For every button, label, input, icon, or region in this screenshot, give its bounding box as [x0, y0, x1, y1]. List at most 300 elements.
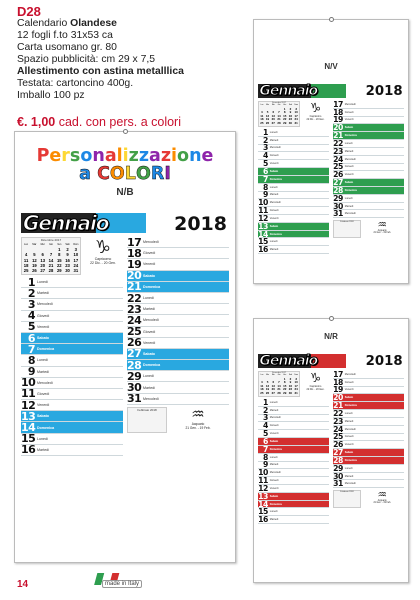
- weekday-name: Martedì: [269, 408, 279, 412]
- weekday-name: Domenica: [269, 502, 282, 506]
- weekday-name: Mercoledì: [344, 212, 356, 216]
- mini-day: 10: [73, 252, 79, 258]
- mini-calendar-grid: [22, 242, 80, 273]
- mini-day: 29: [283, 391, 287, 396]
- weekday-name: Martedì: [37, 369, 50, 374]
- day-number: 14: [258, 499, 268, 509]
- weekday-name: Mercoledì: [344, 372, 356, 376]
- day-row: [258, 446, 329, 454]
- weekday-name: Mercoledì: [143, 318, 159, 323]
- mini-day: 24: [73, 262, 79, 268]
- day-number: 18: [333, 107, 343, 117]
- mini-day: 29: [56, 268, 62, 274]
- mini-day: 13: [40, 257, 46, 263]
- weekday-name: Mercoledì: [269, 201, 281, 205]
- day-number: 3: [262, 143, 268, 153]
- weekday-name: Venerdì: [37, 403, 50, 408]
- day-number: 20: [333, 393, 343, 403]
- day-row: [333, 449, 404, 457]
- mini-day: 22: [56, 262, 62, 268]
- mini-day: 23: [65, 262, 70, 268]
- day-number: 5: [27, 320, 35, 334]
- days-column-2: [127, 237, 229, 405]
- weekday-name: Lunedì: [269, 130, 278, 134]
- day-row: [127, 360, 229, 371]
- title-letter: i: [122, 146, 129, 166]
- zodiac-box-2: [169, 407, 227, 430]
- day-row: [127, 338, 229, 349]
- mini-day: 15: [283, 113, 287, 118]
- day-number: 24: [333, 154, 343, 164]
- mini-head: Mar: [266, 103, 269, 106]
- weekday-name: Venerdì: [269, 216, 279, 220]
- mini-day: 23: [288, 117, 293, 122]
- zodiac-name: Acquario: [191, 422, 205, 426]
- day-row: [258, 415, 329, 423]
- title-letter: O: [109, 164, 125, 184]
- day-row: [258, 477, 329, 485]
- mini-day: 12: [265, 113, 270, 118]
- mini-day: 27: [271, 121, 275, 126]
- weekday-name: Venerdì: [344, 388, 354, 392]
- days-column-2: [333, 371, 404, 488]
- weekday-name: Martedì: [143, 307, 156, 312]
- title-letter: l: [116, 146, 123, 166]
- day-number: 2: [262, 405, 268, 415]
- day-number: 22: [333, 408, 343, 418]
- mini-day: 23: [288, 387, 293, 392]
- variant-label: N/B: [116, 187, 134, 198]
- weekday-name: Venerdì: [344, 173, 354, 177]
- weekday-name: Giovedì: [143, 329, 156, 334]
- mini-head: Mar: [32, 243, 37, 246]
- zodiac-name: Acquario: [377, 230, 387, 233]
- zodiac-box-2: [362, 220, 403, 235]
- mini-day: 30: [288, 391, 293, 396]
- day-number: 18: [333, 377, 343, 387]
- day-row: [258, 246, 329, 254]
- day-number: 5: [262, 429, 268, 439]
- calendar-red: [253, 318, 409, 583]
- mini-day: 21: [277, 117, 281, 122]
- day-row: [258, 152, 329, 160]
- mini-day: 18: [23, 262, 29, 268]
- mini-head: Dom: [73, 243, 79, 246]
- weekday-name: Sabato: [344, 181, 354, 185]
- made-in-italy-badge: made in Italy: [96, 572, 156, 590]
- mini-day: 8: [58, 252, 61, 258]
- day-number: 1: [262, 127, 268, 137]
- weekday-name: Lunedì: [344, 411, 353, 415]
- day-row: [333, 402, 404, 410]
- day-number: 15: [258, 507, 268, 517]
- day-row: [333, 171, 404, 179]
- mini-day: 31: [294, 391, 298, 396]
- mini-head: Mer: [271, 103, 275, 106]
- weekday-name: Domenica: [37, 347, 55, 352]
- mini-day: 22: [283, 117, 287, 122]
- mini-day: 25: [260, 391, 264, 396]
- mini-day: 2: [289, 106, 292, 111]
- weekday-name: Giovedì: [269, 209, 279, 213]
- zodiac-dates: 21 Gen. - 19 Feb.: [185, 426, 211, 430]
- day-number: 27: [127, 347, 142, 361]
- day-number: 16: [258, 245, 268, 255]
- day-number: 19: [333, 115, 343, 125]
- day-number: 4: [262, 151, 268, 161]
- spec-line-1: Calendario Olandese: [17, 18, 117, 29]
- weekday-name: Mercoledì: [344, 482, 356, 486]
- mini-day: 15: [283, 383, 287, 388]
- weekday-name: Martedì: [269, 138, 279, 142]
- mini-day: 7: [278, 110, 280, 115]
- day-number: 24: [333, 424, 343, 434]
- month-name: Gennaio: [259, 82, 318, 99]
- day-row: [258, 407, 329, 415]
- day-row: [333, 140, 404, 148]
- day-number: 28: [333, 185, 343, 195]
- month-name: Gennaio: [23, 211, 109, 235]
- mini-day: 8: [283, 110, 286, 115]
- price: €. 1,00 cad. con pers. a colori: [17, 115, 181, 129]
- weekday-name: Martedì: [344, 474, 354, 478]
- day-number: 25: [333, 162, 343, 172]
- title-letter: a: [149, 146, 161, 166]
- mini-calendar-dicembre: [21, 237, 81, 275]
- day-number: 9: [262, 190, 268, 200]
- days-column-2: [333, 101, 404, 218]
- weekday-name: Sabato: [37, 414, 49, 419]
- mini-day: 31: [73, 268, 79, 274]
- weekday-name: Venerdì: [344, 443, 354, 447]
- mini-day: 26: [265, 391, 270, 396]
- spec-line-4: Spazio pubblicità: cm 29 x 7,5: [17, 54, 156, 65]
- title-letter: z: [128, 146, 139, 166]
- day-row: [127, 259, 229, 270]
- mini-day: 16: [65, 257, 70, 263]
- day-row: [21, 322, 123, 333]
- day-number: 30: [333, 201, 343, 211]
- day-number: 26: [333, 440, 343, 450]
- mini-day: 6: [41, 252, 44, 258]
- day-number: 27: [333, 178, 343, 188]
- weekday-name: Sabato: [344, 126, 354, 130]
- day-row: [127, 371, 229, 382]
- weekday-name: Lunedì: [344, 196, 353, 200]
- month-name: Gennaio: [259, 352, 318, 369]
- day-row: [127, 382, 229, 393]
- day-row: [333, 156, 404, 164]
- mini-day: 21: [277, 387, 281, 392]
- title-letter: C: [97, 164, 110, 184]
- weekday-name: Giovedì: [344, 435, 354, 439]
- weekday-name: Venerdì: [344, 118, 354, 122]
- weekday-name: Domenica: [344, 188, 357, 192]
- day-row: [127, 248, 229, 259]
- day-row: [333, 394, 404, 402]
- day-number: 8: [262, 182, 268, 192]
- day-row: [258, 508, 329, 516]
- weekday-name: Giovedì: [37, 391, 50, 396]
- mini-day: 15: [56, 257, 62, 263]
- spec-line-3: Carta usomano gr. 80: [17, 42, 117, 53]
- hole-icon: [329, 316, 334, 321]
- mini-day: 16: [288, 383, 293, 388]
- spec-line-5: Allestimento con astina metalllica: [17, 66, 184, 77]
- weekday-name: Lunedì: [143, 296, 154, 301]
- day-number: 11: [21, 387, 36, 401]
- month-band: [258, 82, 404, 100]
- weekday-name: Lunedì: [269, 400, 278, 404]
- weekday-name: Martedì: [344, 149, 354, 153]
- day-row: [21, 378, 123, 389]
- mini-head: Mar: [266, 373, 269, 376]
- day-row: [258, 493, 329, 501]
- spec-line-6: Testata: cartoncino 400g.: [17, 78, 134, 89]
- weekday-name: Venerdì: [37, 324, 50, 329]
- day-row: [333, 117, 404, 125]
- weekday-name: Sabato: [37, 336, 49, 341]
- weekday-name: Lunedì: [37, 436, 48, 441]
- day-row: [258, 438, 329, 446]
- weekday-name: Domenica: [143, 363, 161, 368]
- mini-day: 1: [58, 247, 61, 253]
- spec-line-7: Imballo 100 pz: [17, 90, 85, 101]
- mini-day: 25: [260, 121, 264, 126]
- day-row: [258, 516, 329, 524]
- weekday-name: Mercoledì: [143, 240, 159, 245]
- day-number: 21: [333, 131, 343, 141]
- day-row: [333, 210, 404, 218]
- day-number: 20: [127, 269, 142, 283]
- day-number: 10: [21, 376, 36, 390]
- day-number: 29: [127, 369, 142, 383]
- aquarius-icon: ♒: [377, 218, 387, 231]
- weekday-name: Giovedì: [37, 313, 50, 318]
- mini-day: 9: [66, 252, 69, 258]
- weekday-name: Domenica: [143, 284, 161, 289]
- day-row: [21, 389, 123, 400]
- day-number: 7: [262, 444, 268, 454]
- mini-day: 21: [48, 262, 54, 268]
- day-number: 17: [127, 235, 142, 249]
- mini-day: 31: [294, 121, 298, 126]
- mini-day: 13: [271, 383, 275, 388]
- day-number: 6: [27, 331, 35, 345]
- day-number: 7: [27, 342, 35, 356]
- zodiac-name: Capricorno: [309, 114, 322, 118]
- weekday-name: Lunedì: [37, 358, 48, 363]
- mini-day: 30: [288, 121, 293, 126]
- mini-day: 27: [271, 391, 275, 396]
- day-row: [258, 231, 329, 239]
- mini-head: Mer: [40, 243, 45, 246]
- weekday-name: Domenica: [344, 458, 357, 462]
- day-number: 19: [127, 257, 142, 271]
- day-number: 22: [333, 138, 343, 148]
- day-number: 13: [21, 409, 36, 423]
- weekday-name: Venerdì: [269, 432, 279, 436]
- day-row: [258, 168, 329, 176]
- day-row: [333, 195, 404, 203]
- mini-day: 9: [289, 110, 292, 115]
- zodiac-name: Acquario: [377, 500, 387, 503]
- mini-day: 19: [265, 387, 270, 392]
- day-row: [333, 473, 404, 481]
- title-letter: e: [49, 146, 62, 166]
- mini-head: Sab: [288, 373, 292, 376]
- day-row: [333, 465, 404, 473]
- day-row: [21, 333, 123, 344]
- day-row: [333, 426, 404, 434]
- day-number: 29: [333, 463, 343, 473]
- year: 2018: [365, 84, 403, 100]
- day-row: [127, 293, 229, 304]
- weekday-name: Sabato: [143, 273, 155, 278]
- days-column-1: [258, 129, 329, 254]
- day-row: [333, 124, 404, 132]
- mini-calendar-febbraio: [333, 220, 361, 238]
- day-row: [333, 109, 404, 117]
- weekday-name: Mercoledì: [269, 471, 281, 475]
- aquarius-icon: ♒: [377, 488, 387, 501]
- day-number: 23: [333, 416, 343, 426]
- mini-day: 10: [294, 380, 298, 385]
- title-letter: a: [104, 146, 117, 166]
- day-number: 27: [333, 448, 343, 458]
- days-column-1: [258, 399, 329, 524]
- weekday-name: Venerdì: [269, 486, 279, 490]
- day-number: 1: [27, 275, 35, 289]
- days-column-1: [21, 277, 123, 456]
- mini-calendar-title: Dicembre 2017: [271, 371, 287, 374]
- weekday-name: Lunedì: [344, 466, 353, 470]
- mini-calendar-dicembre: [258, 101, 300, 128]
- day-row: [333, 132, 404, 140]
- title-letter: O: [135, 164, 151, 184]
- title-letter: R: [150, 164, 165, 184]
- day-row: [21, 400, 123, 411]
- mini-day: 29: [283, 121, 287, 126]
- day-number: 31: [333, 209, 343, 219]
- weekday-name: Lunedì: [37, 280, 48, 285]
- capricorn-icon: ♑: [309, 100, 322, 116]
- mini-day: 17: [294, 113, 298, 118]
- day-row: [333, 410, 404, 418]
- weekday-name: Giovedì: [269, 479, 279, 483]
- day-number: 7: [262, 174, 268, 184]
- zodiac-name: Capricorno: [309, 384, 322, 388]
- title-letter: z: [138, 146, 150, 166]
- product-code: D28: [17, 4, 41, 19]
- weekday-name: Martedì: [37, 447, 50, 452]
- zodiac-name: Capricorno: [94, 257, 112, 261]
- mini-day: 10: [294, 110, 298, 115]
- day-number: 12: [258, 483, 268, 493]
- weekday-name: Mercoledì: [344, 102, 356, 106]
- mini-head: Ven: [57, 243, 62, 246]
- mini-day: 3: [295, 376, 297, 381]
- capricorn-icon: ♑: [94, 237, 112, 258]
- weekday-name: Venerdì: [143, 262, 156, 267]
- mini-day: 7: [49, 252, 53, 258]
- day-row: [333, 418, 404, 426]
- mini-head: Lun: [260, 103, 264, 106]
- weekday-name: Mercoledì: [269, 146, 281, 150]
- title-letter: o: [177, 146, 190, 166]
- weekday-name: Mercoledì: [37, 302, 53, 307]
- zodiac-box: [301, 372, 329, 391]
- weekday-name: Sabato: [344, 396, 354, 400]
- weekday-name: Sabato: [269, 494, 279, 498]
- day-row: [258, 223, 329, 231]
- day-row: [333, 434, 404, 442]
- day-number: 1: [262, 397, 268, 407]
- day-number: 9: [262, 460, 268, 470]
- weekday-name: Martedì: [269, 463, 279, 467]
- spec-line-2: 12 fogli f.to 31x53 ca: [17, 30, 113, 41]
- day-number: 2: [262, 135, 268, 145]
- day-row: [258, 501, 329, 509]
- weekday-name: Lunedì: [143, 374, 154, 379]
- mini-day: 19: [265, 117, 270, 122]
- weekday-name: Domenica: [37, 425, 55, 430]
- mini-day: 5: [33, 252, 36, 258]
- mini-day: 2: [66, 247, 69, 253]
- day-number: 28: [333, 455, 343, 465]
- day-number: 16: [258, 515, 268, 525]
- hole-icon: [123, 129, 128, 134]
- mini-day: 20: [40, 262, 46, 268]
- weekday-name: Domenica: [269, 177, 282, 181]
- weekday-name: Domenica: [344, 404, 357, 408]
- mini-day: 1: [283, 106, 286, 111]
- day-number: 10: [258, 468, 268, 478]
- day-number: 6: [262, 436, 268, 446]
- mini-day: 26: [265, 121, 270, 126]
- day-row: [258, 192, 329, 200]
- day-row: [127, 349, 229, 360]
- mini-head: Mer: [271, 373, 275, 376]
- zodiac-dates: 22 Dic. - 20 Gen.: [90, 261, 116, 265]
- title-letter: a: [79, 164, 91, 184]
- day-row: [127, 394, 229, 405]
- day-row: [258, 176, 329, 184]
- mini-day: 14: [277, 113, 281, 118]
- day-row: [127, 237, 229, 248]
- weekday-name: Martedì: [269, 248, 279, 252]
- weekday-name: Martedì: [269, 193, 279, 197]
- mini-day: 20: [271, 387, 275, 392]
- day-row: [333, 187, 404, 195]
- weekday-name: Giovedì: [344, 380, 354, 384]
- day-row: [258, 462, 329, 470]
- mini-day: 24: [294, 387, 298, 392]
- title-letter: L: [124, 164, 136, 184]
- weekday-name: Sabato: [269, 439, 279, 443]
- day-number: 17: [333, 369, 343, 379]
- mini-calendar-title: Febbraio 2018: [137, 408, 157, 412]
- day-number: 14: [258, 229, 268, 239]
- day-row: [333, 371, 404, 379]
- day-number: 23: [333, 146, 343, 156]
- weekday-name: Giovedì: [269, 154, 279, 158]
- weekday-name: Martedì: [269, 518, 279, 522]
- weekday-name: Giovedì: [344, 110, 354, 114]
- mini-day: 2: [289, 376, 292, 381]
- mini-day: 7: [278, 380, 280, 385]
- weekday-name: Sabato: [269, 224, 279, 228]
